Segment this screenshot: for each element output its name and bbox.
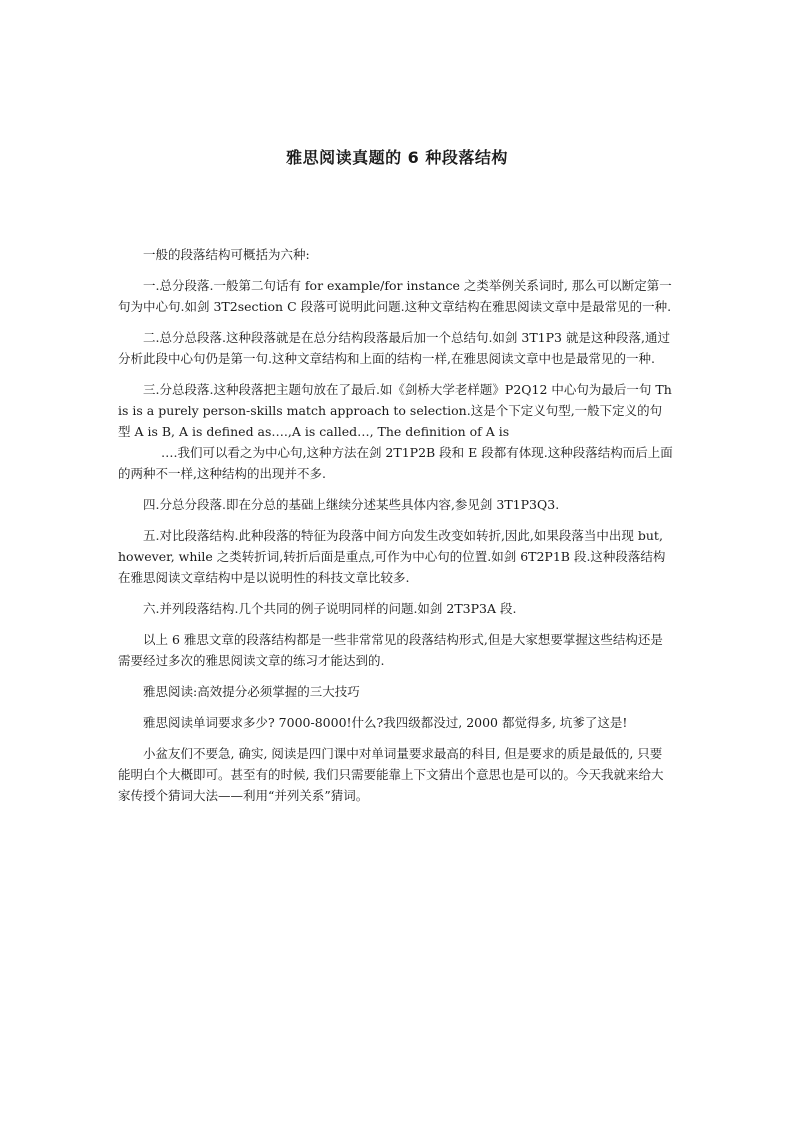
- section-heading-tips: 雅思阅读:高效提分必须掌握的三大技巧: [143, 684, 360, 699]
- paragraph-6-parallel: 六.并列段落结构.几个共同的例子说明同样的问题.如剑 2T3P3A 段.: [143, 601, 517, 616]
- paragraph-3-continuation: ….我们可以看之为中心句,这种方法在剑 2T1P2B 段和 E 段都有体现.这种段落结构而后上面的两种不一样,这种结构的出现并不多.: [118, 445, 673, 481]
- paragraph-2-general-specific-general: 二.总分总段落.这种段落就是在总分结构段落最后加一个总结句.如剑 3T1P3 就是这种段落,通过分析此段中心句仍是第一句.这种文章结构和上面的结构一样,在雅思阅读文章中也是最常见的一种.: [118, 330, 670, 366]
- paragraph-summary: 以上 6 雅思文章的段落结构都是一些非常常见的段落结构形式,但是大家想要掌握这些结构还是需要经过多次的雅思阅读文章的练习才能达到的.: [118, 632, 663, 668]
- paragraph-3-specific-general: [118, 379, 674, 484]
- document-title: 雅思阅读真题的 6 种段落结构: [286, 148, 508, 167]
- paragraph-1-general-specific: 一.总分段落.一般第二句话有 for example/for instance 之类举例关系词时, 那么可以断定第一句为中心句.如剑 3T2section C 段落可说明此问题.这种文章结构在雅思阅读文章中是最常见的一种.: [118, 278, 672, 314]
- document-body: [118, 244, 674, 816]
- paragraph-vocab-question: 雅思阅读单词要求多少? 7000-8000!什么?我四级都没过, 2000 都觉得多, 坑爹了这是!: [143, 715, 628, 730]
- paragraph-4-specific-general-specific: 四.分总分段落.即在分总的基础上继续分述某些具体内容,参见剑 3T1P3Q3.: [143, 497, 560, 512]
- paragraph-3-head: 三.分总段落.这种段落把主题句放在了最后.如《剑桥大学老样题》P2Q12 中心句为最后一句 This is a purely person-skills match approach to selection.这是个下定义句型,一般下定义的句型 A is B, A is defined as….,A is called…, The definition of A is: [118, 382, 672, 439]
- paragraph-vocab-answer: 小盆友们不要急, 确实, 阅读是四门课中对单词量要求最高的科目, 但是要求的质是最低的, 只要能明白个大概即可。甚至有的时候, 我们只需要能靠上下文猜出个意思也是可以的。今天我就来给大家传授个猜词大法——利用“并列关系”猜词。: [118, 746, 664, 803]
- paragraph-5-contrast: 五.对比段落结构.此种段落的特征为段落中间方向发生改变如转折,因此,如果段落当中出现 but, however, while 之类转折词,转折后面是重点,可作为中心句的位置.如剑 6T2P1B 段.这种段落结构在雅思阅读文章结构中是以说明性的科技文章比较多.: [118, 528, 666, 585]
- paragraph-intro: 一般的段落结构可概括为六种:: [143, 247, 310, 262]
